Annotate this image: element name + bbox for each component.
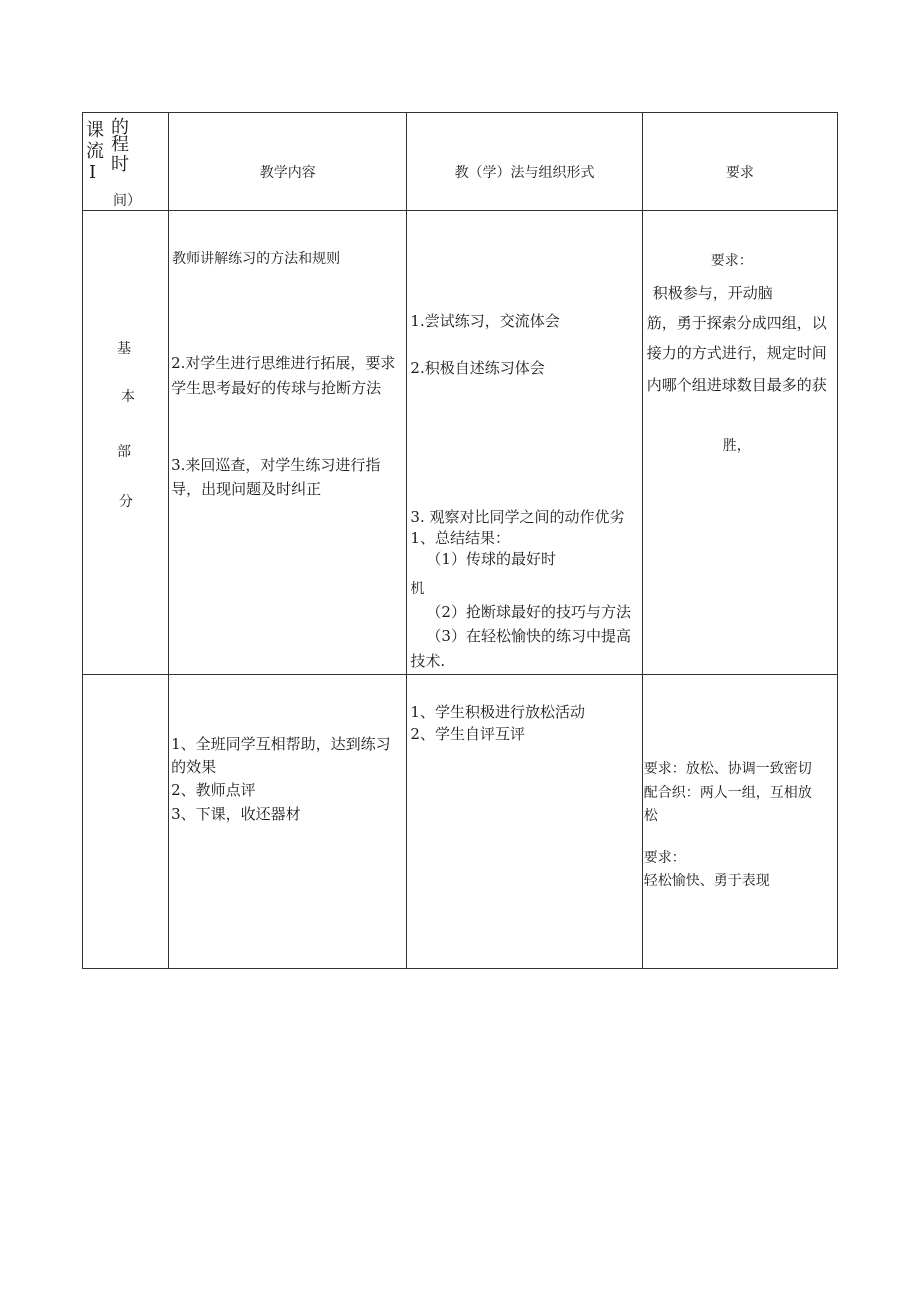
content-text: 学生思考最好的传球与抢断方法: [171, 379, 382, 397]
basic-content-cell: [169, 211, 407, 675]
requirement-text: 胜，: [722, 438, 751, 454]
header-char: 课: [86, 120, 104, 141]
header-method-cell: [407, 113, 642, 211]
method-text: 1、总结结果：: [410, 529, 510, 547]
header-char: 间）: [113, 193, 141, 209]
requirement-text: 松: [643, 808, 658, 824]
section-char: 分: [119, 494, 133, 510]
header-char: 时: [111, 154, 129, 175]
header-requirements-cell: [642, 113, 837, 211]
content-text: 2、教师点评: [171, 781, 256, 799]
requirement-text: 积极参与，开动脑: [652, 284, 773, 302]
basic-part-row: [83, 211, 838, 675]
content-text: 1、全班同学互相帮助，达到练习: [171, 735, 391, 753]
header-char: 程: [111, 134, 129, 155]
method-text: 3. 观察对比同学之间的动作优劣: [410, 508, 625, 526]
header-char: 流: [86, 141, 104, 162]
content-text: 3.来回巡查，对学生练习进行指: [171, 456, 381, 474]
content-text: 的效果: [171, 758, 217, 776]
section-char: 本: [121, 389, 135, 405]
ending-requirements-cell: [642, 675, 837, 969]
basic-requirements-cell: [642, 211, 837, 675]
lesson-plan-table: [82, 112, 838, 969]
header-process-time-cell: [83, 113, 169, 211]
content-text: 3、下课，收还器材: [171, 805, 301, 823]
requirement-text: 配合织：两人一组，互相放: [643, 785, 812, 801]
header-method-label: 教（学）法与组织形式: [454, 165, 595, 181]
method-text: 技术.: [410, 652, 446, 670]
header-content-label: 教学内容: [259, 165, 316, 181]
ending-content-cell: [169, 675, 407, 969]
method-text: （3）在轻松愉快的练习中提高: [426, 627, 631, 645]
requirement-text: 接力的方式进行，规定时间: [646, 344, 827, 362]
header-requirements-label: 要求: [725, 165, 754, 181]
method-text: （2）抢断球最好的技巧与方法: [426, 603, 631, 621]
method-text: 2.积极自述练习体会: [410, 359, 545, 377]
method-text: （1）传球的最好时: [426, 550, 556, 568]
header-row: [83, 113, 838, 211]
requirement-text: 筋，勇于探索分成四组，以: [646, 314, 827, 332]
header-char: I: [89, 162, 97, 183]
basic-method-cell: [407, 211, 642, 675]
content-text: 教师讲解练习的方法和规则: [172, 251, 341, 267]
method-text: 机: [410, 581, 425, 597]
ending-part-row: [83, 675, 838, 969]
content-text: 导，出现问题及时纠正: [171, 480, 322, 498]
requirement-text: 要求：放松、协调一致密切: [643, 761, 812, 777]
method-text: 1.尝试练习，交流体会: [410, 312, 560, 330]
requirement-text: 要求：: [643, 850, 686, 866]
ending-label-cell: [83, 675, 169, 969]
header-char: 的: [111, 117, 129, 138]
requirement-text: 内哪个组进球数目最多的获: [646, 376, 827, 394]
requirement-text: 轻松愉快、勇于表现: [643, 873, 770, 889]
section-label-cell: [83, 211, 169, 675]
method-text: 1、学生积极进行放松活动: [410, 703, 585, 721]
section-char: 基: [117, 341, 131, 357]
method-text: 2、学生自评互评: [410, 725, 525, 743]
header-content-cell: [169, 113, 407, 211]
content-text: 2.对学生进行思维进行拓展，要求: [171, 354, 396, 372]
ending-method-cell: [407, 675, 642, 969]
section-char: 部: [117, 444, 131, 460]
requirement-text: 要求：: [710, 253, 753, 269]
